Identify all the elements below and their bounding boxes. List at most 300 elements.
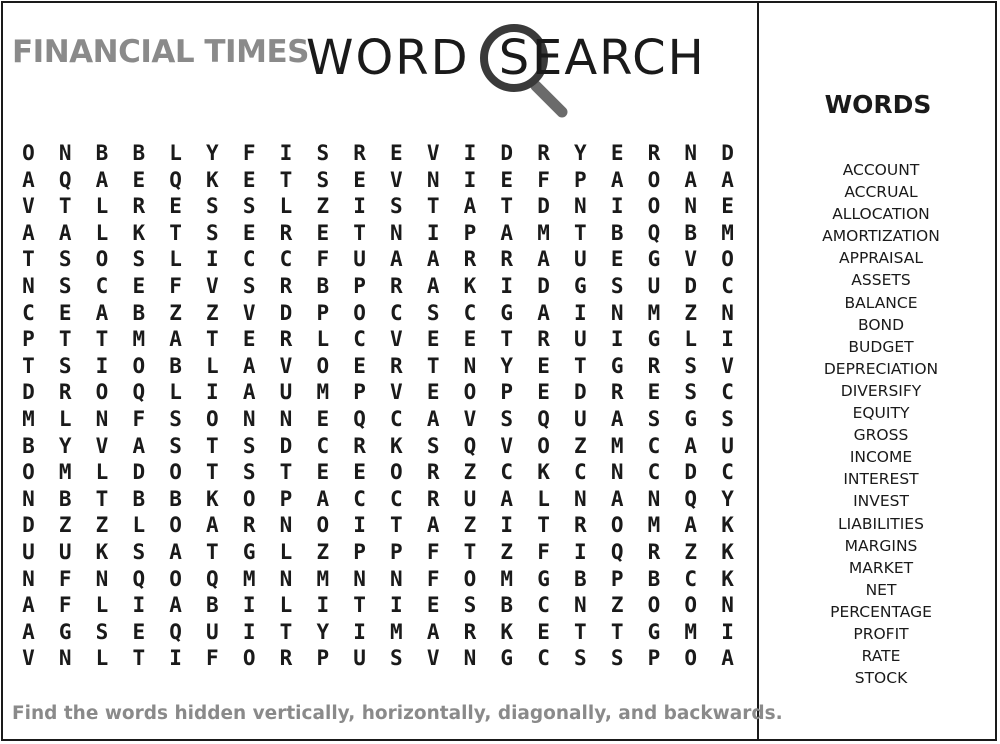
grid-cell[interactable]: I xyxy=(242,593,256,618)
grid-cell[interactable]: Z xyxy=(95,513,109,538)
grid-cell[interactable]: A xyxy=(58,220,72,245)
grid-cell[interactable]: D xyxy=(279,433,293,458)
grid-cell[interactable]: N xyxy=(721,593,734,618)
grid-cell[interactable]: R xyxy=(279,646,293,671)
grid-cell[interactable]: Q xyxy=(684,486,698,511)
grid-cell[interactable]: N xyxy=(463,353,477,378)
grid-cell[interactable]: I xyxy=(574,300,587,325)
grid-cell[interactable]: E xyxy=(316,406,330,431)
grid-cell[interactable]: S xyxy=(390,646,403,671)
grid-cell[interactable]: L xyxy=(537,486,550,511)
grid-cell[interactable]: R xyxy=(610,380,624,405)
grid-cell[interactable]: I xyxy=(206,247,219,272)
grid-cell[interactable]: A xyxy=(684,513,698,538)
grid-cell[interactable]: M xyxy=(316,566,330,591)
grid-cell[interactable]: Z xyxy=(463,460,477,485)
grid-cell[interactable]: I xyxy=(610,194,624,219)
grid-cell[interactable]: P xyxy=(316,300,330,325)
grid-cell[interactable]: T xyxy=(206,539,219,564)
grid-cell[interactable]: V xyxy=(500,433,514,458)
grid-cell[interactable]: U xyxy=(58,539,72,564)
grid-cell[interactable]: T xyxy=(463,539,477,564)
grid-cell[interactable]: Y xyxy=(574,141,587,165)
grid-cell[interactable]: F xyxy=(316,247,330,272)
grid-cell[interactable]: K xyxy=(95,539,109,564)
grid-cell[interactable]: T xyxy=(574,220,587,245)
grid-cell[interactable]: G xyxy=(647,619,661,644)
grid-cell[interactable]: N xyxy=(279,513,293,538)
grid-cell[interactable]: N xyxy=(684,141,698,165)
grid-cell[interactable]: S xyxy=(610,646,624,671)
grid-cell[interactable]: T xyxy=(58,327,72,352)
grid-cell[interactable]: E xyxy=(132,619,146,644)
grid-cell[interactable]: P xyxy=(353,380,366,405)
grid-cell[interactable]: U xyxy=(353,646,366,671)
grid-cell[interactable]: N xyxy=(242,406,256,431)
grid-cell[interactable]: O xyxy=(242,646,256,671)
grid-cell[interactable]: F xyxy=(58,566,72,591)
grid-cell[interactable]: O xyxy=(647,167,661,192)
grid-cell[interactable]: I xyxy=(279,141,293,165)
grid-cell[interactable]: A xyxy=(684,167,698,192)
grid-cell[interactable]: L xyxy=(169,141,182,165)
grid-cell[interactable]: O xyxy=(169,566,182,591)
grid-cell[interactable]: I xyxy=(353,194,366,219)
grid-cell[interactable]: R xyxy=(353,141,366,165)
grid-cell[interactable]: B xyxy=(574,566,587,591)
grid-cell[interactable]: S xyxy=(426,300,440,325)
grid-cell[interactable]: Z xyxy=(58,513,72,538)
grid-cell[interactable]: Z xyxy=(316,194,330,219)
grid-cell[interactable]: T xyxy=(500,194,514,219)
grid-cell[interactable]: N xyxy=(574,194,587,219)
grid-cell[interactable]: V xyxy=(684,247,698,272)
grid-cell[interactable]: V xyxy=(206,273,219,298)
grid-cell[interactable]: S xyxy=(684,380,698,405)
grid-cell[interactable]: S xyxy=(132,539,146,564)
grid-cell[interactable]: B xyxy=(58,486,72,511)
grid-cell[interactable]: M xyxy=(242,566,256,591)
grid-cell[interactable]: A xyxy=(95,167,109,192)
grid-cell[interactable]: E xyxy=(353,353,366,378)
grid-cell[interactable]: K xyxy=(206,167,219,192)
grid-cell[interactable]: Y xyxy=(721,486,734,511)
grid-cell[interactable]: Z xyxy=(574,433,587,458)
grid-cell[interactable]: T xyxy=(132,646,146,671)
grid-cell[interactable]: E xyxy=(647,380,661,405)
grid-cell[interactable]: E xyxy=(426,380,440,405)
grid-cell[interactable]: A xyxy=(463,194,477,219)
grid-cell[interactable]: V xyxy=(95,433,109,458)
grid-cell[interactable]: D xyxy=(537,273,550,298)
grid-cell[interactable]: R xyxy=(242,513,256,538)
grid-cell[interactable]: E xyxy=(537,619,550,644)
grid-cell[interactable]: T xyxy=(353,220,366,245)
grid-cell[interactable]: L xyxy=(316,327,330,352)
grid-cell[interactable]: V xyxy=(22,646,35,671)
grid-cell[interactable]: C xyxy=(500,460,514,485)
grid-cell[interactable]: Q xyxy=(132,380,146,405)
grid-cell[interactable]: E xyxy=(500,167,514,192)
grid-cell[interactable]: A xyxy=(22,593,35,618)
grid-cell[interactable]: K xyxy=(721,566,734,591)
grid-cell[interactable]: A xyxy=(500,486,514,511)
grid-cell[interactable]: A xyxy=(426,273,440,298)
grid-cell[interactable]: I xyxy=(721,327,734,352)
grid-cell[interactable]: I xyxy=(500,273,514,298)
grid-cell[interactable]: T xyxy=(22,353,35,378)
grid-cell[interactable]: Q xyxy=(132,566,146,591)
grid-cell[interactable]: U xyxy=(463,486,477,511)
grid-cell[interactable]: B xyxy=(132,141,146,165)
grid-cell[interactable]: A xyxy=(22,167,35,192)
grid-cell[interactable]: U xyxy=(647,273,661,298)
grid-cell[interactable]: A xyxy=(316,486,330,511)
grid-cell[interactable]: E xyxy=(132,167,146,192)
grid-cell[interactable]: A xyxy=(169,327,182,352)
grid-cell[interactable]: O xyxy=(647,593,661,618)
grid-cell[interactable]: G xyxy=(242,539,256,564)
grid-cell[interactable]: O xyxy=(169,513,182,538)
grid-cell[interactable]: R xyxy=(132,194,146,219)
grid-cell[interactable]: S xyxy=(58,353,72,378)
grid-cell[interactable]: R xyxy=(463,619,477,644)
grid-cell[interactable]: A xyxy=(426,247,440,272)
grid-cell[interactable]: S xyxy=(95,619,109,644)
grid-cell[interactable]: P xyxy=(22,327,35,352)
grid-cell[interactable]: E xyxy=(242,327,256,352)
grid-cell[interactable]: O xyxy=(95,247,109,272)
grid-cell[interactable]: K xyxy=(721,539,734,564)
grid-cell[interactable]: G xyxy=(574,273,587,298)
grid-cell[interactable]: T xyxy=(500,327,514,352)
grid-cell[interactable]: V xyxy=(463,406,477,431)
grid-cell[interactable]: O xyxy=(463,566,477,591)
grid-cell[interactable]: A xyxy=(390,247,403,272)
grid-cell[interactable]: P xyxy=(647,646,661,671)
grid-cell[interactable]: R xyxy=(58,380,72,405)
grid-cell[interactable]: A xyxy=(132,433,146,458)
grid-cell[interactable]: V xyxy=(390,327,403,352)
grid-cell[interactable]: U xyxy=(574,327,587,352)
grid-cell[interactable]: C xyxy=(279,247,293,272)
grid-cell[interactable]: N xyxy=(22,566,35,591)
grid-cell[interactable]: G xyxy=(647,327,661,352)
grid-cell[interactable]: P xyxy=(390,539,403,564)
grid-cell[interactable]: A xyxy=(426,513,440,538)
grid-cell[interactable]: Q xyxy=(463,433,477,458)
grid-cell[interactable]: N xyxy=(684,194,698,219)
grid-cell[interactable]: Z xyxy=(316,539,330,564)
grid-cell[interactable]: D xyxy=(22,513,35,538)
grid-cell[interactable]: I xyxy=(242,619,256,644)
grid-cell[interactable]: S xyxy=(316,141,330,165)
grid-cell[interactable]: G xyxy=(684,406,698,431)
grid-cell[interactable]: Q xyxy=(537,406,550,431)
grid-cell[interactable]: E xyxy=(132,273,146,298)
grid-cell[interactable]: R xyxy=(647,539,661,564)
grid-cell[interactable]: N xyxy=(22,486,35,511)
grid-cell[interactable]: P xyxy=(316,646,330,671)
grid-cell[interactable]: A xyxy=(426,406,440,431)
grid-cell[interactable]: D xyxy=(574,380,587,405)
grid-cell[interactable]: O xyxy=(95,380,109,405)
grid-cell[interactable]: U xyxy=(279,380,293,405)
grid-cell[interactable]: I xyxy=(95,353,109,378)
grid-cell[interactable]: N xyxy=(463,646,477,671)
grid-cell[interactable]: N xyxy=(279,406,293,431)
grid-cell[interactable]: D xyxy=(500,141,514,165)
grid-cell[interactable]: D xyxy=(132,460,146,485)
grid-cell[interactable]: I xyxy=(132,593,146,618)
grid-cell[interactable]: T xyxy=(279,167,293,192)
letter-grid[interactable] xyxy=(10,140,746,672)
grid-cell[interactable]: L xyxy=(169,247,182,272)
grid-cell[interactable]: L xyxy=(132,513,146,538)
grid-cell[interactable]: M xyxy=(22,406,35,431)
grid-cell[interactable]: V xyxy=(426,141,440,165)
grid-cell[interactable]: P xyxy=(353,539,366,564)
grid-cell[interactable]: T xyxy=(206,433,219,458)
grid-cell[interactable]: T xyxy=(610,619,624,644)
grid-cell[interactable]: C xyxy=(353,486,366,511)
grid-cell[interactable]: T xyxy=(390,513,403,538)
grid-cell[interactable]: Z xyxy=(684,300,698,325)
grid-cell[interactable]: E xyxy=(721,194,734,219)
grid-cell[interactable]: S xyxy=(242,433,256,458)
grid-cell[interactable]: Z xyxy=(463,513,477,538)
grid-cell[interactable]: C xyxy=(95,273,109,298)
grid-cell[interactable]: T xyxy=(206,327,219,352)
grid-cell[interactable]: V xyxy=(22,194,35,219)
grid-cell[interactable]: R xyxy=(390,273,403,298)
grid-cell[interactable]: E xyxy=(353,167,366,192)
grid-cell[interactable]: F xyxy=(426,539,440,564)
grid-cell[interactable]: S xyxy=(242,273,256,298)
grid-cell[interactable]: S xyxy=(610,273,624,298)
grid-cell[interactable]: I xyxy=(426,220,440,245)
grid-cell[interactable]: A xyxy=(22,220,35,245)
grid-cell[interactable]: S xyxy=(132,247,146,272)
grid-cell[interactable]: A xyxy=(169,593,182,618)
grid-cell[interactable]: U xyxy=(574,406,587,431)
grid-cell[interactable]: N xyxy=(353,566,366,591)
grid-cell[interactable]: K xyxy=(390,433,403,458)
grid-cell[interactable]: C xyxy=(721,380,734,405)
grid-cell[interactable]: D xyxy=(684,460,698,485)
grid-cell[interactable]: O xyxy=(169,460,182,485)
grid-cell[interactable]: S xyxy=(58,247,72,272)
grid-cell[interactable]: M xyxy=(390,619,403,644)
grid-cell[interactable]: E xyxy=(426,593,440,618)
grid-cell[interactable]: V xyxy=(390,167,403,192)
grid-cell[interactable]: U xyxy=(721,433,734,458)
grid-cell[interactable]: A xyxy=(537,247,550,272)
grid-cell[interactable]: N xyxy=(279,566,293,591)
grid-cell[interactable]: E xyxy=(353,460,366,485)
grid-cell[interactable]: E xyxy=(390,141,403,165)
grid-cell[interactable]: B xyxy=(132,486,146,511)
grid-cell[interactable]: C xyxy=(647,460,661,485)
grid-cell[interactable]: V xyxy=(721,353,734,378)
grid-cell[interactable]: T xyxy=(574,353,587,378)
grid-cell[interactable]: F xyxy=(242,141,256,165)
grid-cell[interactable]: B xyxy=(95,141,109,165)
grid-cell[interactable]: V xyxy=(279,353,293,378)
grid-cell[interactable]: L xyxy=(169,380,182,405)
grid-cell[interactable]: R xyxy=(353,433,366,458)
grid-cell[interactable]: S xyxy=(169,433,182,458)
grid-cell[interactable]: M xyxy=(721,220,734,245)
grid-cell[interactable]: I xyxy=(574,539,587,564)
grid-cell[interactable]: L xyxy=(279,593,293,618)
grid-cell[interactable]: C xyxy=(316,433,330,458)
grid-cell[interactable]: A xyxy=(95,300,109,325)
grid-cell[interactable]: F xyxy=(537,167,550,192)
grid-cell[interactable]: B xyxy=(684,220,698,245)
grid-cell[interactable]: L xyxy=(95,220,109,245)
grid-cell[interactable]: R xyxy=(537,327,550,352)
grid-cell[interactable]: B xyxy=(316,273,330,298)
grid-cell[interactable]: D xyxy=(22,380,35,405)
grid-cell[interactable]: F xyxy=(58,593,72,618)
grid-cell[interactable]: K xyxy=(537,460,550,485)
grid-cell[interactable]: E xyxy=(58,300,72,325)
grid-cell[interactable]: K xyxy=(500,619,514,644)
grid-cell[interactable]: S xyxy=(647,406,661,431)
grid-cell[interactable]: O xyxy=(463,380,477,405)
grid-cell[interactable]: I xyxy=(169,646,182,671)
grid-cell[interactable]: A xyxy=(22,619,35,644)
grid-cell[interactable]: F xyxy=(426,566,440,591)
grid-cell[interactable]: Q xyxy=(169,619,182,644)
grid-cell[interactable]: R xyxy=(390,353,403,378)
grid-cell[interactable]: F xyxy=(132,406,146,431)
grid-cell[interactable]: E xyxy=(316,220,330,245)
grid-cell[interactable]: E xyxy=(242,220,256,245)
grid-cell[interactable]: A xyxy=(242,380,256,405)
grid-cell[interactable]: A xyxy=(721,646,734,671)
grid-cell[interactable]: B xyxy=(206,593,219,618)
grid-cell[interactable]: S xyxy=(316,167,330,192)
grid-cell[interactable]: G xyxy=(58,619,72,644)
grid-cell[interactable]: C xyxy=(463,300,477,325)
grid-cell[interactable]: N xyxy=(58,646,72,671)
grid-cell[interactable]: L xyxy=(684,327,698,352)
grid-cell[interactable]: D xyxy=(721,141,734,165)
grid-cell[interactable]: R xyxy=(574,513,587,538)
grid-cell[interactable]: B xyxy=(169,486,182,511)
grid-cell[interactable]: D xyxy=(684,273,698,298)
grid-cell[interactable]: Z xyxy=(610,593,624,618)
grid-cell[interactable]: O xyxy=(206,406,219,431)
grid-cell[interactable]: O xyxy=(721,247,734,272)
grid-cell[interactable]: A xyxy=(610,406,624,431)
grid-cell[interactable]: E xyxy=(610,247,624,272)
grid-cell[interactable]: K xyxy=(206,486,219,511)
grid-cell[interactable]: R xyxy=(647,353,661,378)
grid-cell[interactable]: O xyxy=(647,194,661,219)
grid-cell[interactable]: D xyxy=(537,194,550,219)
grid-cell[interactable]: N xyxy=(58,141,72,165)
grid-cell[interactable]: B xyxy=(610,220,624,245)
grid-cell[interactable]: C xyxy=(647,433,661,458)
grid-cell[interactable]: O xyxy=(390,460,403,485)
grid-cell[interactable]: S xyxy=(206,194,219,219)
grid-cell[interactable]: L xyxy=(58,406,72,431)
grid-cell[interactable]: Z xyxy=(169,300,182,325)
grid-cell[interactable]: O xyxy=(316,353,330,378)
grid-cell[interactable]: T xyxy=(537,513,550,538)
grid-cell[interactable]: N xyxy=(426,167,440,192)
grid-cell[interactable]: O xyxy=(132,353,146,378)
grid-cell[interactable]: M xyxy=(610,433,624,458)
grid-cell[interactable]: S xyxy=(684,353,698,378)
grid-cell[interactable]: E xyxy=(537,353,550,378)
grid-cell[interactable]: L xyxy=(95,460,109,485)
grid-cell[interactable]: B xyxy=(132,300,146,325)
grid-cell[interactable]: A xyxy=(169,539,182,564)
grid-cell[interactable]: A xyxy=(721,167,734,192)
grid-cell[interactable]: N xyxy=(22,273,35,298)
grid-cell[interactable]: N xyxy=(95,406,109,431)
grid-cell[interactable]: I xyxy=(316,593,330,618)
grid-cell[interactable]: C xyxy=(22,300,35,325)
grid-cell[interactable]: I xyxy=(463,141,477,165)
grid-cell[interactable]: S xyxy=(242,194,256,219)
grid-cell[interactable]: T xyxy=(95,327,109,352)
grid-cell[interactable]: A xyxy=(242,353,256,378)
grid-cell[interactable]: I xyxy=(353,619,366,644)
grid-cell[interactable]: R xyxy=(279,327,293,352)
grid-cell[interactable]: A xyxy=(500,220,514,245)
grid-cell[interactable]: N xyxy=(610,460,624,485)
grid-cell[interactable]: K xyxy=(721,513,734,538)
grid-cell[interactable]: F xyxy=(537,539,550,564)
grid-cell[interactable]: R xyxy=(647,141,661,165)
grid-cell[interactable]: T xyxy=(169,220,182,245)
grid-cell[interactable]: I xyxy=(721,619,734,644)
grid-cell[interactable]: Y xyxy=(316,619,330,644)
grid-cell[interactable]: U xyxy=(353,247,366,272)
grid-cell[interactable]: B xyxy=(22,433,35,458)
grid-cell[interactable]: O xyxy=(22,141,35,165)
grid-cell[interactable]: Y xyxy=(58,433,72,458)
grid-cell[interactable]: Q xyxy=(206,566,219,591)
grid-cell[interactable]: O xyxy=(610,513,624,538)
grid-cell[interactable]: M xyxy=(647,300,661,325)
grid-cell[interactable]: O xyxy=(316,513,330,538)
grid-cell[interactable]: V xyxy=(390,380,403,405)
grid-cell[interactable]: P xyxy=(353,273,366,298)
grid-cell[interactable]: B xyxy=(647,566,661,591)
grid-cell[interactable]: N xyxy=(574,593,587,618)
grid-cell[interactable]: C xyxy=(390,486,403,511)
grid-cell[interactable]: L xyxy=(279,194,293,219)
grid-cell[interactable]: I xyxy=(206,380,219,405)
grid-cell[interactable]: M xyxy=(684,619,698,644)
grid-cell[interactable]: G xyxy=(500,300,514,325)
grid-cell[interactable]: E xyxy=(242,167,256,192)
grid-cell[interactable]: C xyxy=(242,247,256,272)
grid-cell[interactable]: G xyxy=(610,353,624,378)
grid-cell[interactable]: L xyxy=(95,194,109,219)
grid-cell[interactable]: A xyxy=(610,167,624,192)
grid-cell[interactable]: T xyxy=(22,247,35,272)
grid-cell[interactable]: C xyxy=(574,460,587,485)
grid-cell[interactable]: S xyxy=(58,273,72,298)
grid-cell[interactable]: F xyxy=(169,273,182,298)
